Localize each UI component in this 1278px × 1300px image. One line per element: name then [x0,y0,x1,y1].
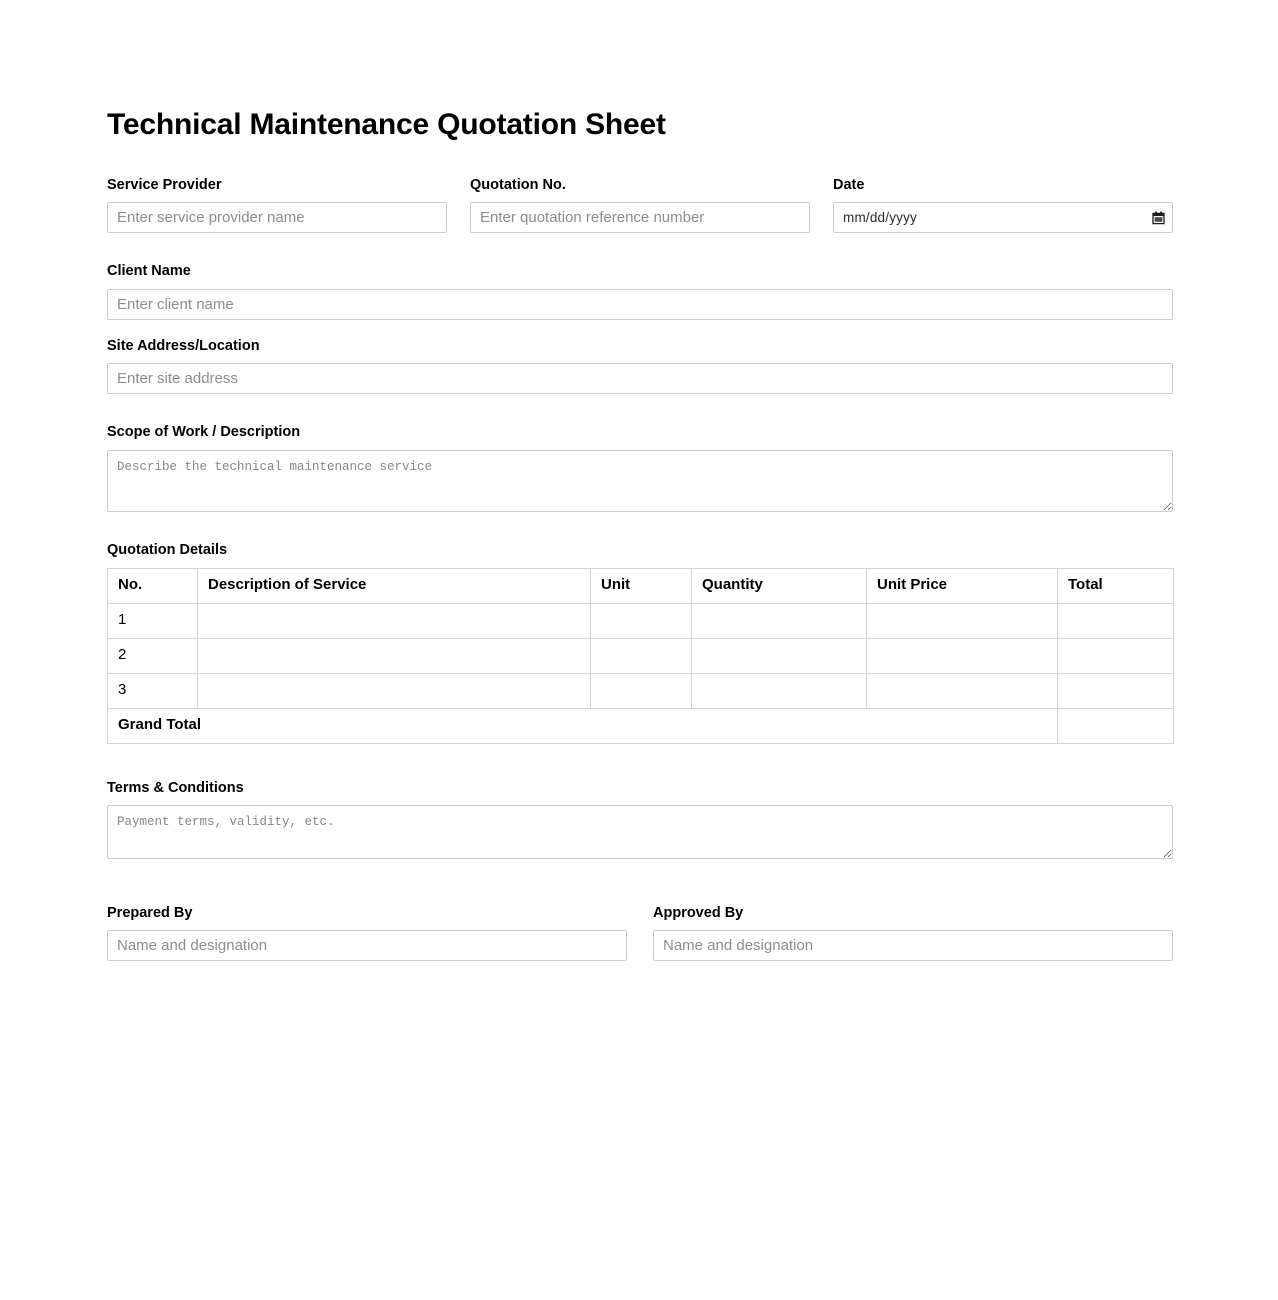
service-provider-input[interactable] [107,202,447,233]
row-number: 2 [108,638,198,673]
scope-of-work-group [107,424,1173,511]
approved-by-label: Approved By [653,904,744,921]
date-label: Date [833,177,865,193]
row-quantity-cell[interactable] [692,673,867,708]
calendar-icon[interactable] [1152,211,1165,225]
row-unit-price-cell[interactable] [867,603,1058,638]
column-header-total: Total [1058,568,1174,603]
row-total-cell[interactable] [1058,603,1174,638]
site-address-input[interactable] [107,363,1173,394]
date-placeholder-text: mm/dd/yyyy [843,210,918,226]
header-fields-row [107,177,1173,233]
row-unit-cell[interactable] [591,673,692,708]
service-provider-group [107,177,447,233]
client-name-input[interactable] [107,289,1173,320]
terms-group [107,780,1173,859]
row-total-cell[interactable] [1058,638,1174,673]
service-provider-label: Service Provider [107,177,222,193]
prepared-by-input[interactable] [107,930,627,961]
terms-textarea[interactable] [107,805,1173,859]
table-row [108,638,1174,673]
date-group [833,177,1173,233]
column-header-description: Description of Service [198,568,591,603]
site-address-label: Site Address/Location [107,337,260,354]
scope-of-work-label: Scope of Work / Description [107,424,301,441]
row-description-cell[interactable] [198,673,591,708]
row-description-cell[interactable] [198,638,591,673]
row-unit-price-cell[interactable] [867,638,1058,673]
quotation-details-table [107,568,1174,744]
quotation-no-label: Quotation No. [470,177,566,193]
table-header-row [108,568,1174,603]
column-header-no: No. [108,568,198,603]
prepared-by-label: Prepared By [107,904,193,921]
date-input[interactable] [833,202,1173,233]
site-address-group [107,338,1173,394]
scope-of-work-textarea[interactable] [107,450,1173,512]
row-unit-cell[interactable] [591,638,692,673]
table-row [108,603,1174,638]
quotation-no-group [470,177,810,233]
row-unit-price-cell[interactable] [867,673,1058,708]
prepared-by-group [107,905,627,961]
column-header-unit-price: Unit Price [867,568,1058,603]
quotation-details-label: Quotation Details [107,541,228,558]
row-total-cell[interactable] [1058,673,1174,708]
row-number: 1 [108,603,198,638]
column-header-quantity: Quantity [692,568,867,603]
page-title: Technical Maintenance Quotation Sheet [107,108,666,141]
client-name-group [107,263,1173,319]
terms-label: Terms & Conditions [107,779,244,796]
grand-total-value-cell[interactable] [1058,708,1174,743]
row-number: 3 [108,673,198,708]
client-name-label: Client Name [107,263,191,280]
row-quantity-cell[interactable] [692,603,867,638]
form-container [107,107,1173,961]
quotation-no-input[interactable] [470,202,810,233]
approved-by-input[interactable] [653,930,1173,961]
table-row [108,673,1174,708]
approved-by-group [653,905,1173,961]
grand-total-row [108,708,1174,743]
row-description-cell[interactable] [198,603,591,638]
quotation-details-section [107,542,1173,744]
column-header-unit: Unit [591,568,692,603]
row-quantity-cell[interactable] [692,638,867,673]
signature-row [107,905,1173,961]
row-unit-cell[interactable] [591,603,692,638]
grand-total-label: Grand Total [108,708,1058,743]
